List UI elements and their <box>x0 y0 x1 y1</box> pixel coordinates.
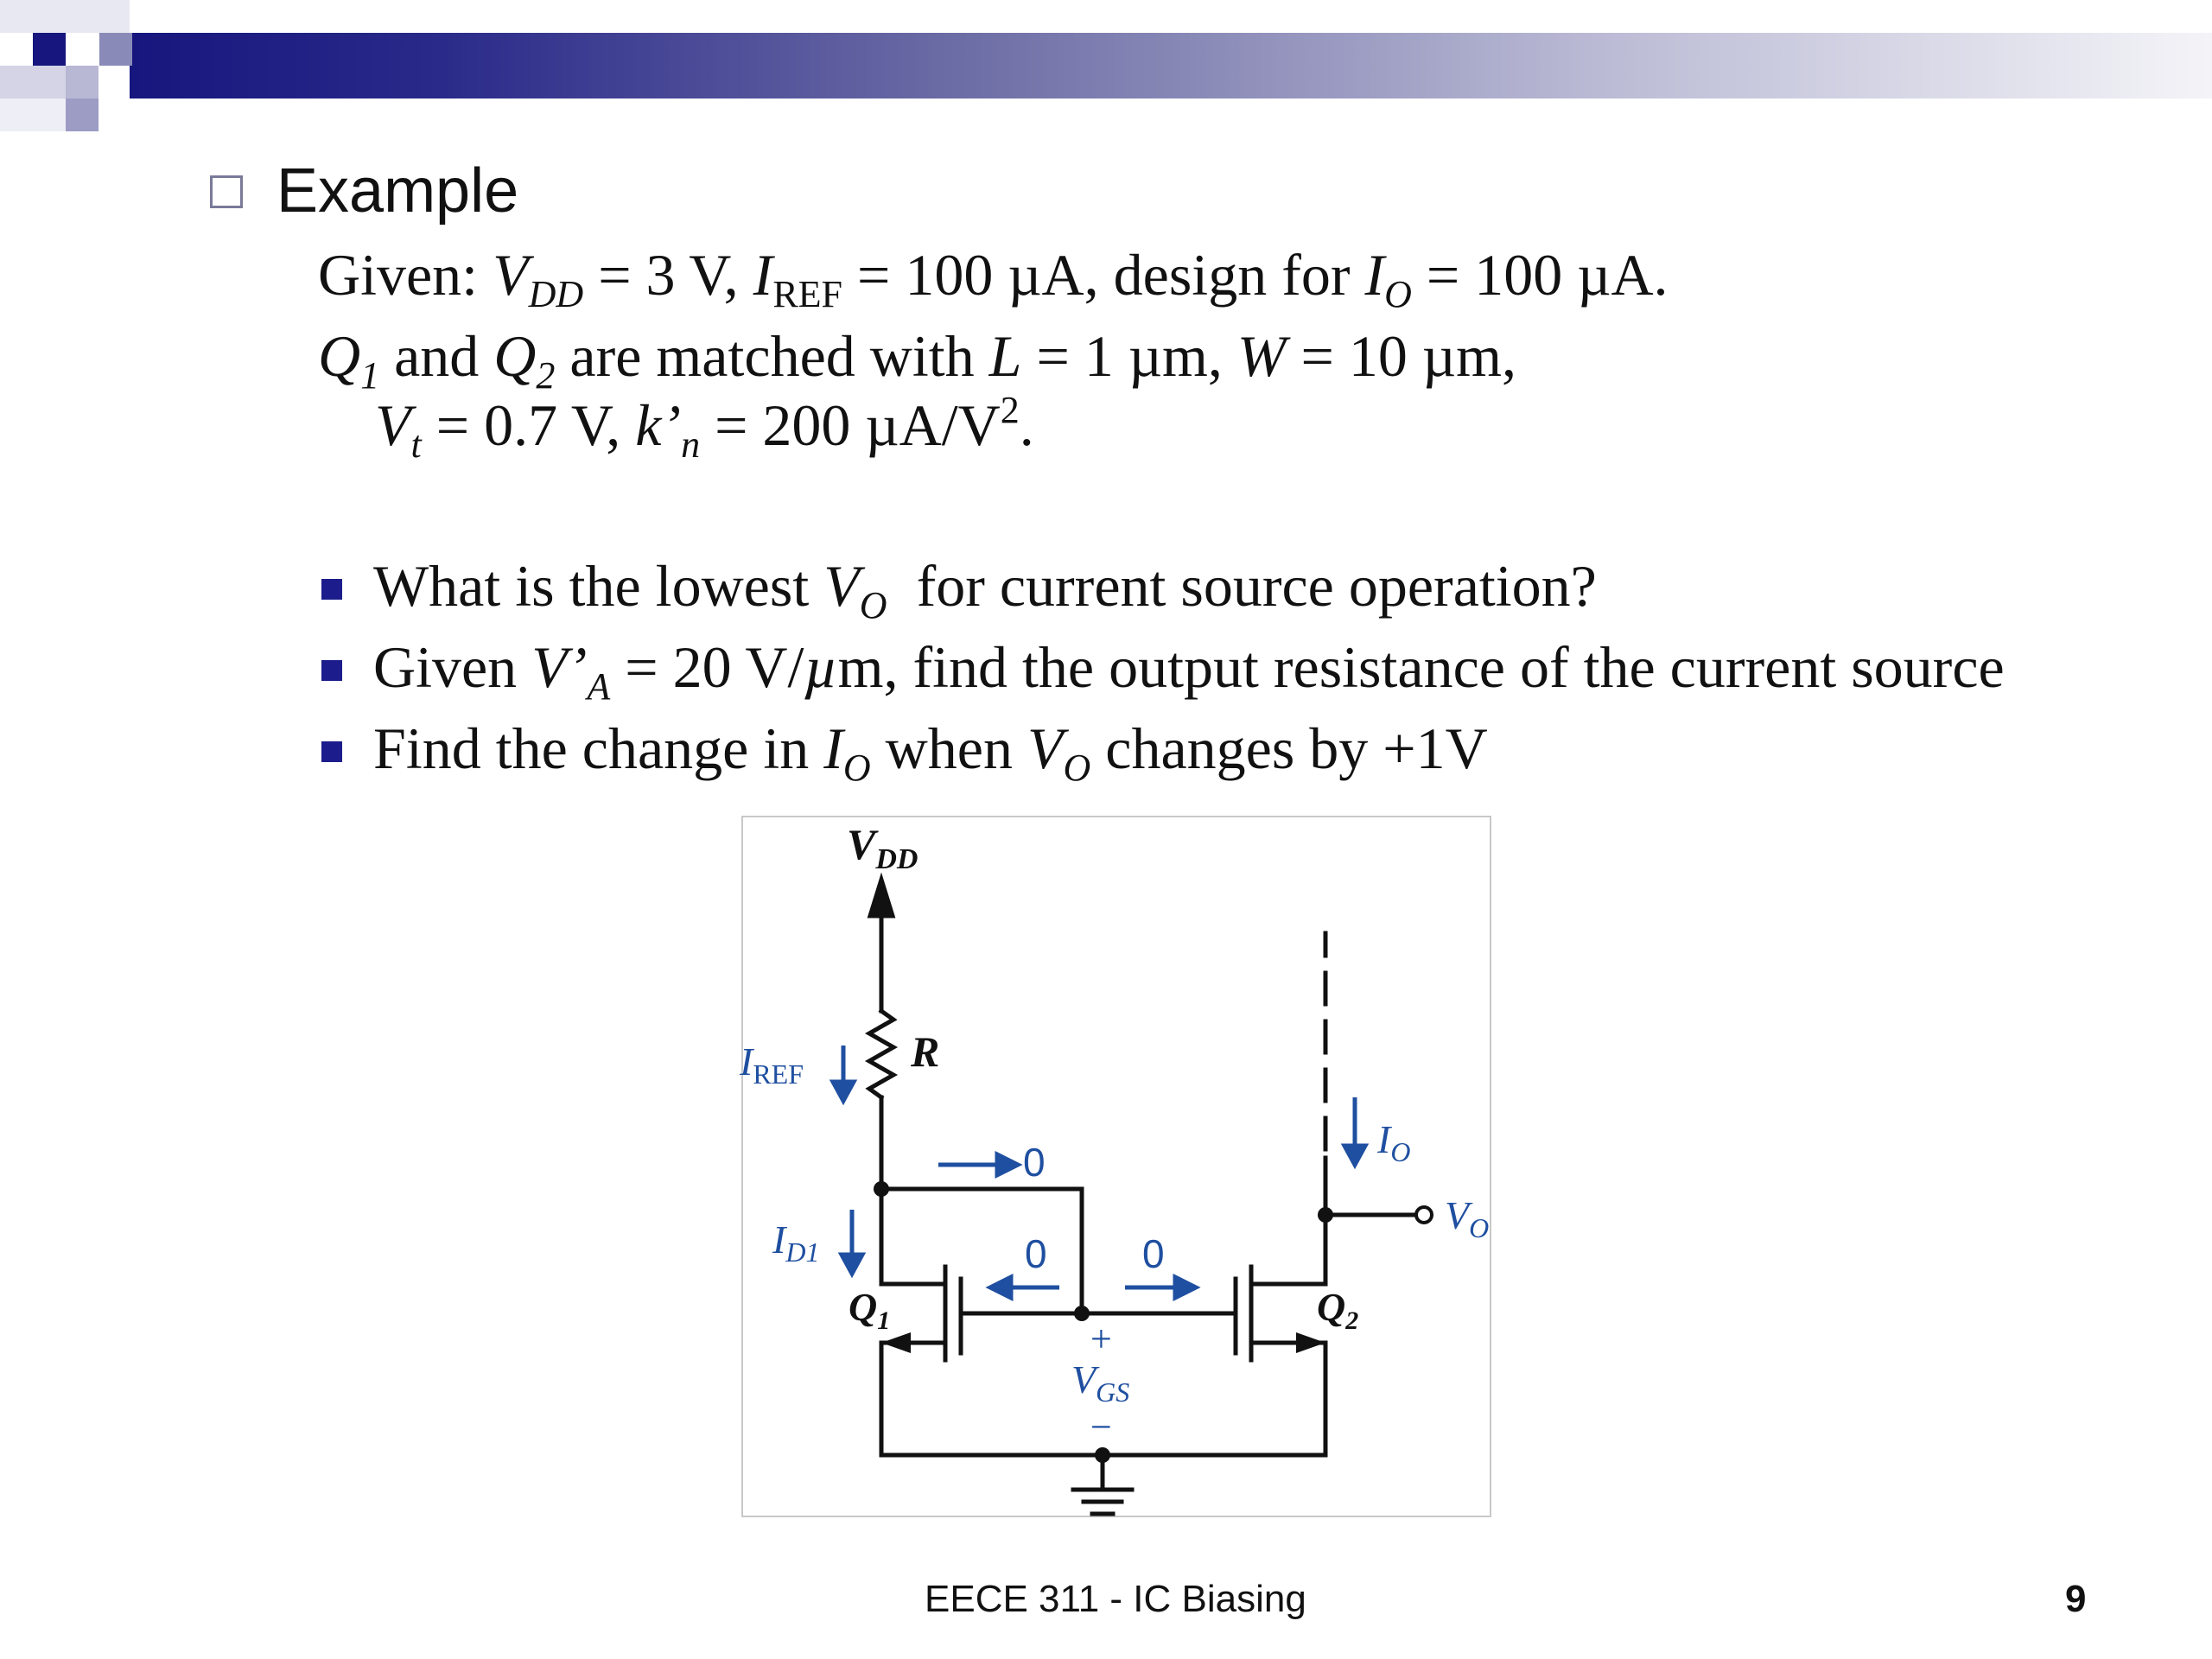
bullet-item-1: What is the lowest $V_O$ for current source operation? <box>373 553 1597 626</box>
vgs-plus-label: + <box>1090 1318 1112 1360</box>
vdd-label: $V_{DD}$ <box>847 820 918 875</box>
footer-title: EECE 311 - IC Biasing <box>925 1578 1306 1620</box>
zero-arrow-top-icon <box>997 1154 1018 1175</box>
vdd-arrow-icon <box>870 880 893 916</box>
io-arrow-icon <box>1344 1146 1365 1165</box>
resistor-label: R <box>911 1027 940 1076</box>
given-line-2: $Q_1$ and $Q_2$ are matched with L = 1 µm, W = 10 µm, <box>318 323 1516 397</box>
zero-label-right: 0 <box>1142 1231 1165 1276</box>
id1-arrow-icon <box>842 1255 862 1274</box>
iref-arrow-icon <box>833 1082 854 1101</box>
io-label: $I_O$ <box>1377 1117 1411 1168</box>
vgs-minus-label: − <box>1090 1406 1112 1448</box>
vo-label: $V_O$ <box>1445 1193 1490 1244</box>
iref-label: $I_{REF}$ <box>740 1039 804 1090</box>
zero-arrow-right-icon <box>1175 1277 1196 1298</box>
section-heading: Example <box>276 156 519 226</box>
zero-label-top: 0 <box>1023 1140 1046 1185</box>
bullet-item-2: Given $V’_A = 20$ V/µm, find the output resistance of the current source <box>373 634 2005 708</box>
q2-label: $Q_2$ <box>1317 1285 1359 1336</box>
given-line-3: $V_t = 0.7$ V, $k’_n = 200$ $\mu A/V^2$. <box>375 389 1034 466</box>
slide-number: 9 <box>2065 1578 2087 1620</box>
zero-arrow-left-icon <box>990 1277 1011 1298</box>
id1-label: $I_{D1}$ <box>772 1217 820 1268</box>
zero-label-left: 0 <box>1025 1231 1047 1276</box>
resistor-R <box>869 1011 893 1097</box>
node-dot <box>874 1181 889 1197</box>
bullet-item-3: Find the change in $I_O$ when $V_O$ changes by +1V <box>373 715 1488 789</box>
q1-label: $Q_1$ <box>849 1285 891 1336</box>
vgs-label: $V_{GS}$ <box>1071 1357 1130 1408</box>
node-dot <box>1095 1447 1110 1463</box>
output-terminal-icon <box>1416 1207 1432 1223</box>
node-dot <box>1074 1306 1090 1321</box>
node-dot <box>1318 1207 1333 1223</box>
given-line-1: Given: $V_{DD} = 3$ V, $I_{REF} = 100$ µA, design for $I_O = 100$ µA. <box>318 242 1669 315</box>
